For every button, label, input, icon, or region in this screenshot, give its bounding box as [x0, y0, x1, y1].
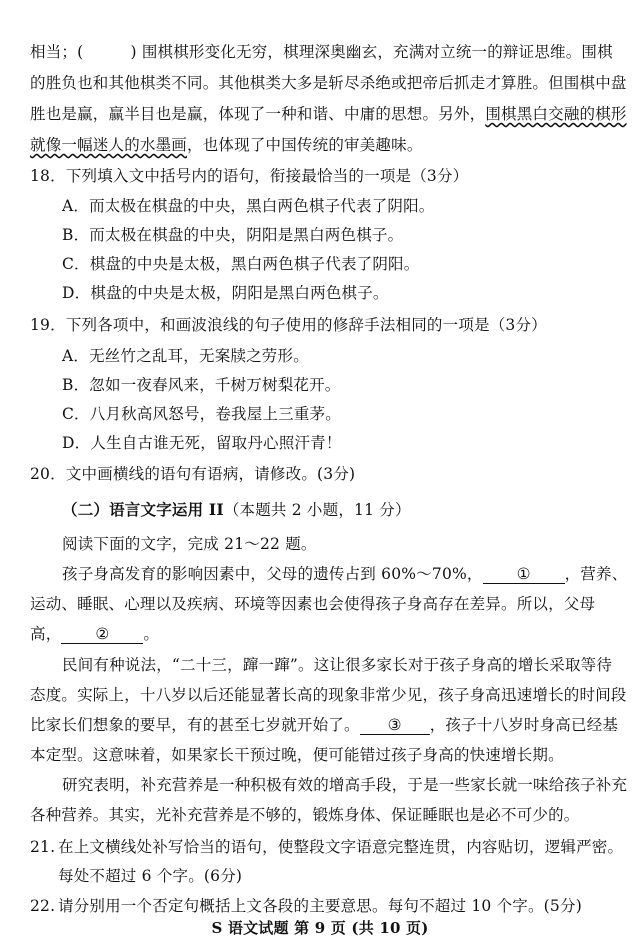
passage2-p2-line2: 态度。实际上，十八岁以后还能显著长高的现象非常少见，孩子身高迅速增长的时间段: [30, 686, 627, 704]
passage2-p2-line1: 民间有种说法，“二十三，蹿一蹿”。这让很多家长对于孩子身高的增长采取等待: [62, 656, 613, 674]
q21-text: 在上文横线处补写恰当的语句，使整段文字语意完整连贯，内容贴切，逻辑严密。: [58, 838, 624, 856]
passage2-p1-line3: [30, 624, 159, 644]
q18-option-c: C．棋盘的中央是太极，黑白两色棋子代表了阴阳。: [62, 255, 420, 273]
section2-intro: 阅读下面的文字，完成 21～22 题。: [62, 535, 317, 553]
q19-option-d: D．人生自古谁无死，留取丹心照汗青！: [62, 434, 342, 452]
section2-title: （二）语言文字运用 II: [62, 500, 224, 519]
passage1-line4: [30, 135, 423, 155]
passage2-p3-line1: 研究表明，补充营养是一种积极有效的增高手段，于是一些家长就一味给孩子补充: [62, 776, 628, 794]
section2-note: （本题共 2 小题，11 分）: [223, 501, 411, 519]
section2-heading: [62, 500, 411, 520]
q18-option-d: D．棋盘的中央是太极，阴阳是黑白两色棋子。: [62, 284, 389, 302]
passage2-p2-text-d: ，孩子十八岁时身高已经基: [429, 716, 619, 734]
q22-line1: [30, 896, 582, 916]
answer-blank-3[interactable]: ③: [360, 716, 430, 735]
wavy-underlined-sentence-part2: 就像一幅迷人的水墨画: [30, 136, 188, 154]
q19-option-b: B．忽如一夜春风来，千树万树梨花开。: [62, 376, 341, 394]
q21-line2: 每处不超过 6 个字。(6分): [58, 867, 243, 885]
passage2-p2-line4: 本定型。这意味着，如果家长干预过晚，便可能错过孩子身高的快速增长期。: [30, 746, 564, 764]
passage1-line4-text: ，也体现了中国传统的审美趣味。: [187, 136, 423, 154]
q19-stem: 19．下列各项中，和画波浪线的句子使用的修辞手法相同的一项是（3分）: [30, 316, 547, 334]
passage2-p1-text-d: 高，: [30, 625, 62, 643]
passage2-p1-text-e: 。: [143, 625, 160, 643]
passage1-line3: [30, 104, 627, 124]
passage1-line3-text: 胜也是赢，赢半目也是赢，体现了一种和谐、中庸的思想。另外，: [30, 105, 486, 123]
passage1-line1: 相当；( ) 围棋棋形变化无穷，棋理深奥幽玄，充满对立统一的辩证思维。围棋: [30, 43, 613, 61]
q21-line1: [30, 837, 623, 857]
passage2-p1-text-a: 孩子身高发育的影响因素中，父母的遗传占到 60%～70%，: [62, 565, 483, 583]
wavy-underlined-sentence-part1: 围棋黑白交融的棋形: [485, 105, 627, 123]
passage2-p1-text-b: ，营养、: [564, 565, 628, 583]
q20-stem: 20．文中画横线的语句有语病，请修改。(3分): [30, 465, 356, 483]
passage2-p3-line2: 各种营养。其实，光补充营养是不够的，锻炼身体、保证睡眠也是必不可少的。: [30, 806, 580, 824]
q18-option-a: A．而太极在棋盘的中央，黑白两色棋子代表了阴阳。: [62, 197, 435, 215]
answer-blank-2[interactable]: ②: [61, 625, 143, 644]
q18-option-b: B．而太极在棋盘的中央，阴阳是黑白两色棋子。: [62, 226, 404, 244]
passage2-p1-line2: 运动、睡眠、心理以及疾病、环境等因素也会使得孩子身高存在差异。所以，父母: [30, 595, 596, 613]
q18-stem: 18．下列填入文中括号内的语句，衔接最恰当的一项是（3分）: [30, 167, 469, 185]
passage2-p2-text-c: 比家长们想象的要早，有的甚至七岁就开始了。: [30, 716, 360, 734]
passage2-p1-line1: [62, 564, 627, 584]
q19-option-a: A．无丝竹之乱耳，无案牍之劳形。: [62, 347, 309, 365]
q22-number: 22.: [30, 897, 56, 915]
page-footer: S 语文试题 第 9 页 (共 10 页): [211, 919, 429, 937]
q21-number: 21.: [30, 838, 56, 856]
passage1-line2: 的胜负也和其他棋类不同。其他棋类大多是斩尽杀绝或把帝后抓走才算胜。但围棋中盘: [30, 74, 627, 92]
passage2-p2-line3: [30, 715, 618, 735]
answer-blank-1[interactable]: ①: [483, 565, 565, 584]
q19-option-c: C．八月秋高风怒号，卷我屋上三重茅。: [62, 405, 341, 423]
q22-text: 请分别用一个否定句概括上文各段的主要意思。每句不超过 10 个字。(5分): [58, 897, 582, 915]
